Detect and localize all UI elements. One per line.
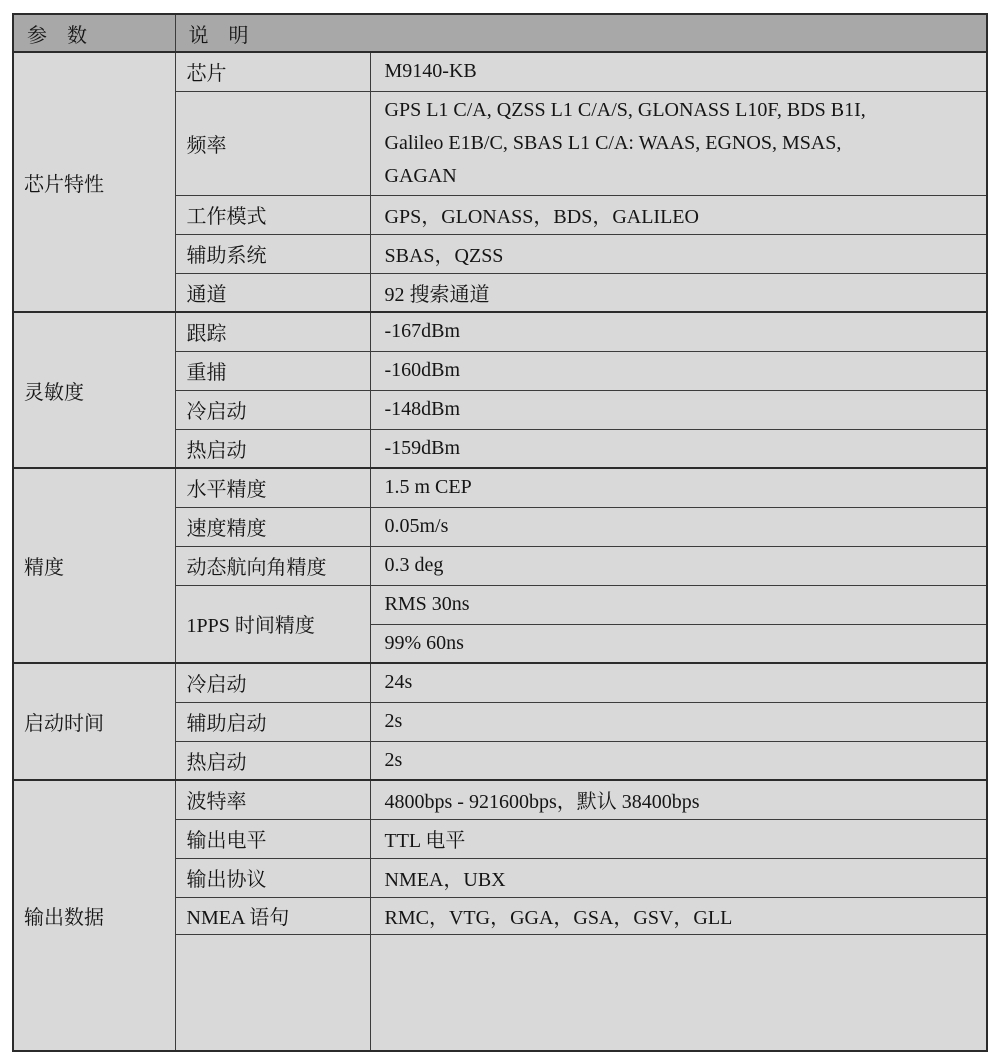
spec-value-cell: M9140-KB xyxy=(370,52,987,91)
spec-value-cell: 2s xyxy=(370,741,987,780)
spec-label-cell: NMEA 语句 xyxy=(175,897,370,934)
spec-label-cell: 辅助启动 xyxy=(175,702,370,741)
header-desc: 说 明 xyxy=(175,14,987,52)
group-cell-sensitivity: 灵敏度 xyxy=(13,312,175,468)
gps-spec-table xyxy=(12,13,988,1052)
spec-label-cell xyxy=(175,934,370,1051)
spec-value-cell: RMS 30ns xyxy=(370,585,987,624)
spec-value-cell: GPS，GLONASS，BDS，GALILEO xyxy=(370,195,987,234)
spec-value-cell: -160dBm xyxy=(370,351,987,390)
spec-label-cell: 辅助系统 xyxy=(175,234,370,273)
table-row xyxy=(13,663,987,702)
spec-label-cell-1pps: 1PPS 时间精度 xyxy=(175,585,370,663)
spec-label-cell: 重捕 xyxy=(175,351,370,390)
header-param: 参 数 xyxy=(13,14,175,52)
spec-label-cell: 输出协议 xyxy=(175,858,370,897)
spec-label-cell: 热启动 xyxy=(175,741,370,780)
spec-value-cell: -148dBm xyxy=(370,390,987,429)
spec-value-cell: 24s xyxy=(370,663,987,702)
spec-value-cell: NMEA，UBX xyxy=(370,858,987,897)
spec-label-cell: 热启动 xyxy=(175,429,370,468)
spec-label-cell: 芯片 xyxy=(175,52,370,91)
spec-label-cell: 冷启动 xyxy=(175,390,370,429)
spec-value-cell xyxy=(370,934,987,1051)
spec-label-cell: 速度精度 xyxy=(175,507,370,546)
spec-label-cell: 工作模式 xyxy=(175,195,370,234)
spec-label-cell: 频率 xyxy=(175,91,370,195)
table-row xyxy=(13,312,987,351)
table-row xyxy=(13,468,987,507)
spec-value-cell: GPS L1 C/A, QZSS L1 C/A/S, GLONASS L10F, BDS B1I, Galileo E1B/C, SBAS L1 C/A: WAAS, EGNOS, MSAS, GAGAN xyxy=(370,91,987,195)
table-row xyxy=(13,780,987,819)
spec-table-container xyxy=(12,13,988,1052)
spec-label-cell: 波特率 xyxy=(175,780,370,819)
group-cell-startup-time: 启动时间 xyxy=(13,663,175,780)
spec-value-cell: 92 搜索通道 xyxy=(370,273,987,312)
spec-value-cell: 0.3 deg xyxy=(370,546,987,585)
spec-value-cell: 99% 60ns xyxy=(370,624,987,663)
spec-value-cell: 4800bps - 921600bps，默认 38400bps xyxy=(370,780,987,819)
spec-value-cell: 1.5 m CEP xyxy=(370,468,987,507)
header-row xyxy=(13,14,987,52)
group-cell-chip-features: 芯片特性 xyxy=(13,52,175,312)
spec-label-cell: 跟踪 xyxy=(175,312,370,351)
spec-value-cell: RMC，VTG，GGA，GSA，GSV，GLL xyxy=(370,897,987,934)
spec-value-cell: 2s xyxy=(370,702,987,741)
table-row xyxy=(13,52,987,91)
spec-label-cell: 冷启动 xyxy=(175,663,370,702)
spec-label-cell: 输出电平 xyxy=(175,819,370,858)
spec-value-cell: -159dBm xyxy=(370,429,987,468)
spec-value-cell: 0.05m/s xyxy=(370,507,987,546)
spec-label-cell: 水平精度 xyxy=(175,468,370,507)
group-cell-accuracy: 精度 xyxy=(13,468,175,663)
spec-value-cell: -167dBm xyxy=(370,312,987,351)
spec-label-cell: 通道 xyxy=(175,273,370,312)
spec-value-cell: TTL 电平 xyxy=(370,819,987,858)
spec-label-cell: 动态航向角精度 xyxy=(175,546,370,585)
spec-value-cell: SBAS，QZSS xyxy=(370,234,987,273)
group-cell-output-data: 输出数据 xyxy=(13,780,175,1051)
